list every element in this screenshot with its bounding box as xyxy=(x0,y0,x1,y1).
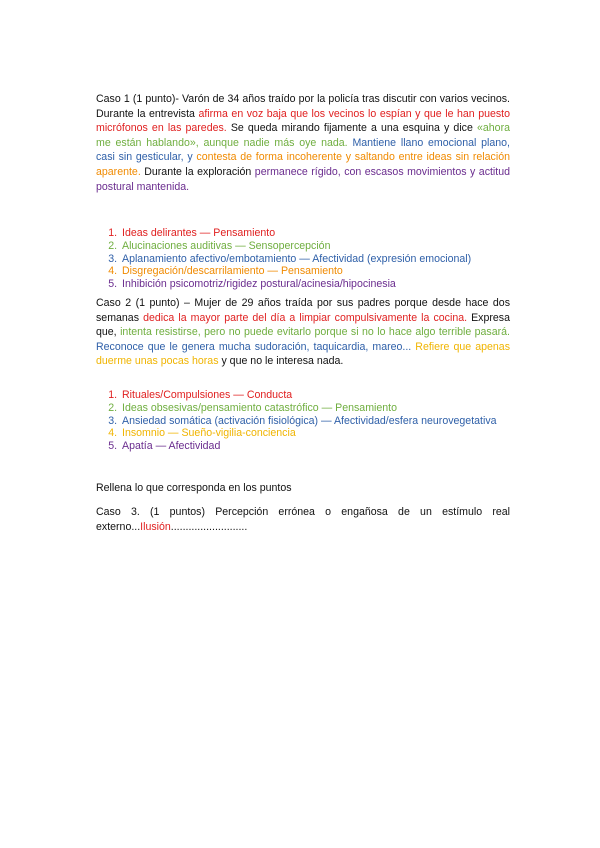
case-2-paragraph xyxy=(96,296,510,369)
case-2-answer-list xyxy=(96,389,520,453)
list-item: 2. Ideas obsesivas/pensamiento catastrófico — Pensamiento xyxy=(120,402,520,415)
case-1-disorganization-text: contesta de forma incoherente y saltando entre ideas sin relación aparente. xyxy=(96,151,510,178)
list-item: 2. Alucinaciones auditivas — Sensopercepción xyxy=(120,240,520,253)
case-2-insomnia-text: Refiere que apenas duerme unas pocas horas xyxy=(96,340,510,368)
list-item: 5. Inhibición psicomotriz/rigidez postural/acinesia/hipocinesia xyxy=(120,278,520,291)
list-item: 3. Aplanamiento afectivo/embotamiento — Afectividad (expresión emocional) xyxy=(120,253,520,266)
case-1-delusion-text: afirma en voz baja que los vecinos lo espían y que le han puesto micrófonos en las paredes. xyxy=(96,107,511,135)
list-item: 3. Ansiedad somática (activación fisiológica) — Afectividad/esfera neurovegetativa xyxy=(120,415,520,428)
case-1-answer-list xyxy=(96,227,520,291)
case-2-intro: Caso 2 (1 punto) – Mujer de 29 años traída por sus padres porque desde hace dos semanas xyxy=(96,297,510,324)
case-3-answer: Ilusión xyxy=(140,520,171,533)
case-1-hallucination-text: «ahora me están hablando», aunque nadie más oye nada. xyxy=(96,122,510,149)
case-1-text-2: Durante la exploración xyxy=(140,165,255,178)
case-2-compulsion-text: dedica la mayor parte del día a limpiar compulsivamente la cocina. xyxy=(139,311,468,324)
case-3-dots: .......................... xyxy=(170,520,248,533)
list-item: 4. Insomnio — Sueño-vigilia-conciencia xyxy=(120,427,520,440)
list-item: 1. Ideas delirantes — Pensamiento xyxy=(120,227,520,240)
case-2-text: Expresa que, xyxy=(96,311,510,339)
list-item: 5. Apatía — Afectividad xyxy=(120,440,520,453)
case-1-paragraph xyxy=(96,92,510,194)
case-2-obsession-text: intenta resistirse, pero no puede evitarlo porque si no lo hace algo terrible pasará. xyxy=(116,326,510,339)
case-3-paragraph xyxy=(96,505,510,534)
case-1-psychomotor-text: permanece rígido, con escasos movimientos y actitud postural mantenida. xyxy=(96,165,511,193)
list-item: 4. Disgregación/descarrilamiento — Pensamiento xyxy=(120,265,520,278)
case-1-text: Se queda mirando fijamente a una esquina y dice xyxy=(226,122,477,135)
fill-instruction: Rellena lo que corresponda en los puntos xyxy=(96,482,292,494)
case-2-anxiety-text: Reconoce que le genera mucha sudoración, taquicardia, mareo... xyxy=(96,340,412,353)
case-1-intro: Caso 1 (1 punto)- Varón de 34 años traído por la policía tras discutir con varios vecinos. Durante la entrevista xyxy=(96,93,510,120)
case-2-apathy-text: y que no le interesa nada. xyxy=(218,355,344,368)
list-item: 1. Rituales/Compulsiones — Conducta xyxy=(120,389,520,402)
case-1-affect-text: Mantiene llano emocional plano, casi sin gesticular, y xyxy=(96,136,511,164)
case-3-text: Caso 3. (1 puntos) Percepción errónea o engañosa de un estímulo real externo... xyxy=(96,506,510,533)
